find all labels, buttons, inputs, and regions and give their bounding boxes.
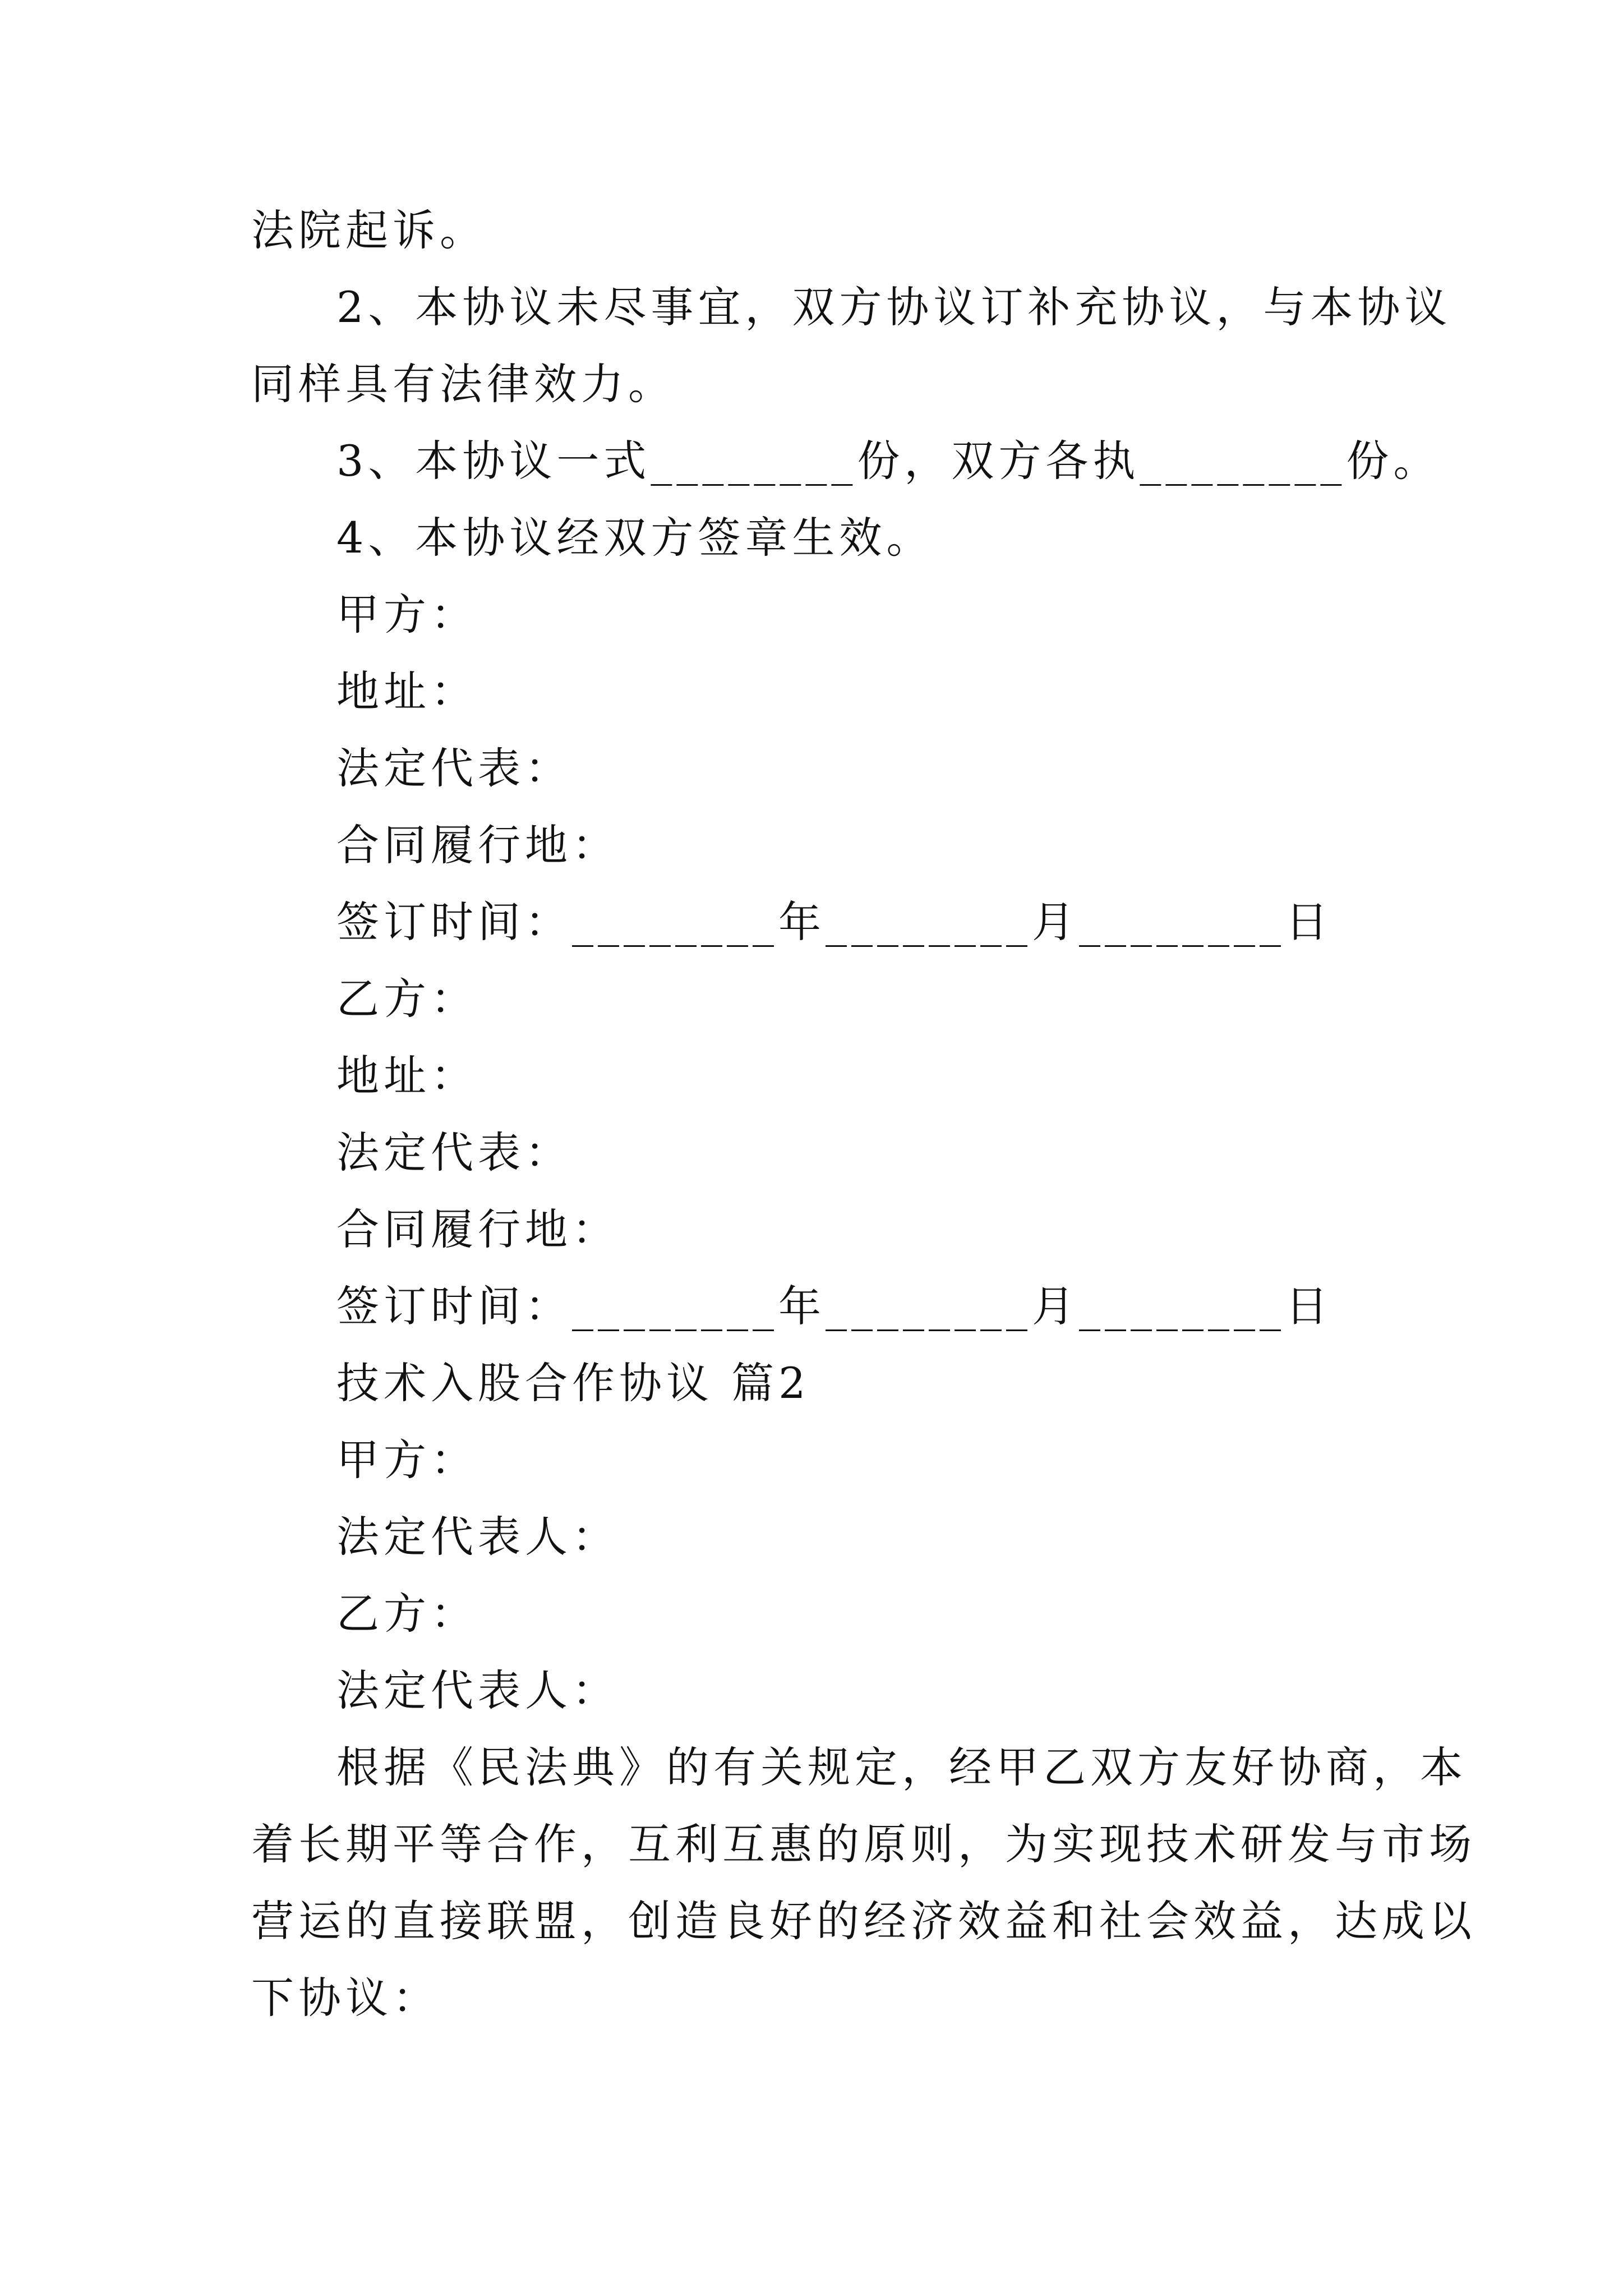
- party-a-address: 地址：: [336, 666, 478, 716]
- section-party-a-representative: 法定代表人：: [336, 1512, 619, 1562]
- preamble-line-4: 下协议：: [251, 1973, 440, 2023]
- party-a-label: 甲方：: [336, 590, 478, 639]
- clause-3: 3、本协议一式________份，双方各执________份。: [336, 436, 1441, 486]
- party-b-performance-place: 合同履行地：: [336, 1204, 619, 1254]
- section-heading: 技术入股合作协议 篇2: [336, 1358, 810, 1408]
- document-body: [251, 192, 1476, 2036]
- clause-2-line-2: 同样具有法律效力。: [251, 359, 675, 409]
- party-b-representative: 法定代表：: [336, 1128, 572, 1177]
- preamble-line-2: 着长期平等合作，互利互惠的原则，为实现技术研发与市场: [251, 1819, 1476, 1869]
- party-a-representative: 法定代表：: [336, 743, 572, 793]
- party-b-label: 乙方：: [336, 974, 478, 1024]
- party-b-address: 地址：: [336, 1051, 478, 1101]
- party-a-signing-date: 签订时间：________年________月________日: [336, 897, 1332, 947]
- clause-4: 4、本协议经双方签章生效。: [336, 513, 934, 563]
- section-party-b: 乙方：: [336, 1589, 478, 1639]
- preamble-line-3: 营运的直接联盟，创造良好的经济效益和社会效益，达成以: [251, 1896, 1476, 1946]
- party-b-signing-date: 签订时间：________年________月________日: [336, 1281, 1332, 1331]
- clause-2-line-1: 2、本协议未尽事宜，双方协议订补充协议，与本协议: [336, 282, 1452, 332]
- preamble-line-1: 根据《民法典》的有关规定，经甲乙双方友好协商，本: [336, 1742, 1467, 1792]
- text-line: 法院起诉。: [251, 205, 487, 255]
- section-party-a: 甲方：: [336, 1435, 478, 1485]
- section-party-b-representative: 法定代表人：: [336, 1665, 619, 1715]
- party-a-performance-place: 合同履行地：: [336, 820, 619, 870]
